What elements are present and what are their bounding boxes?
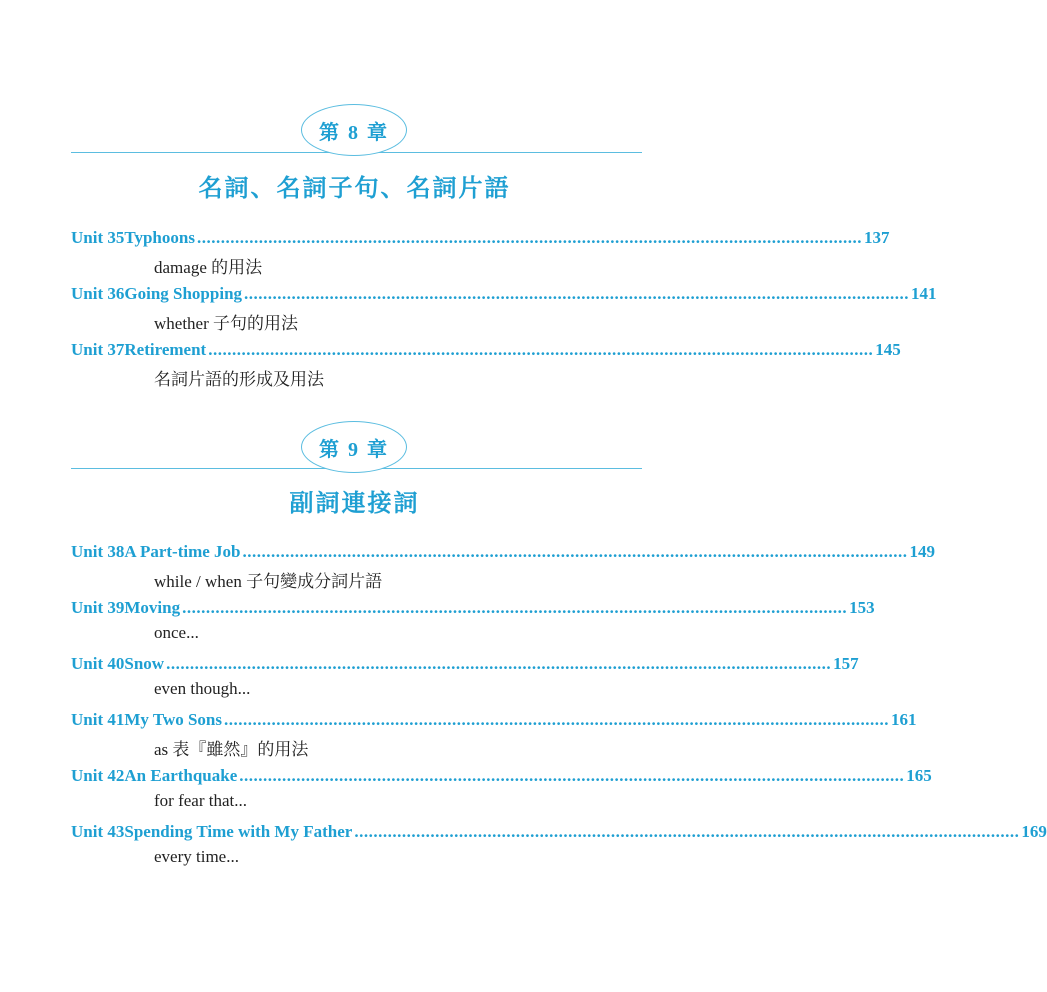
- unit-title: Spending Time with My Father: [124, 822, 353, 841]
- chapter-8-badge-label: 第 8 章: [319, 121, 389, 144]
- unit-label: Unit 36: [71, 284, 125, 303]
- toc-entry-unit-36[interactable]: [71, 284, 937, 334]
- unit-label: Unit 38: [71, 542, 125, 561]
- dot-leader: ............................................................................................................................................: [208, 340, 874, 359]
- unit-subtitle: every time...: [154, 847, 239, 866]
- unit-title: Snow: [124, 654, 165, 673]
- unit-title: My Two Sons: [124, 710, 222, 729]
- unit-label: Unit 39: [71, 598, 125, 617]
- unit-title: Moving: [124, 598, 181, 617]
- page-number: 149: [909, 542, 936, 561]
- page-number: 137: [863, 228, 890, 247]
- chapter-8-title: 名詞、名詞子句、名詞片語: [198, 174, 511, 202]
- unit-subtitle: whether 子句的用法: [154, 314, 299, 333]
- page-number: 145: [875, 340, 901, 359]
- chapter-8-badge: [301, 104, 407, 156]
- dot-leader: ............................................................................................................................................: [244, 284, 910, 303]
- unit-subtitle: 名詞片語的形成及用法: [154, 370, 324, 389]
- page-number: 165: [906, 766, 932, 785]
- chapter-9-badge: [301, 421, 407, 473]
- unit-label: Unit 40: [71, 654, 125, 673]
- toc-entry-unit-41[interactable]: [71, 710, 917, 760]
- page-number: 161: [891, 710, 917, 729]
- unit-subtitle: for fear that...: [154, 791, 247, 810]
- unit-title: Typhoons: [124, 228, 195, 247]
- unit-subtitle: once...: [154, 623, 199, 642]
- unit-label: Unit 35: [71, 228, 125, 247]
- page-number: 153: [849, 598, 875, 617]
- unit-title: Going Shopping: [124, 284, 243, 303]
- page-number: 157: [833, 654, 859, 673]
- unit-title: A Part-time Job: [124, 542, 241, 561]
- unit-label: Unit 43: [71, 822, 125, 841]
- dot-leader: ............................................................................................................................................: [196, 228, 862, 247]
- unit-label: Unit 41: [71, 710, 125, 729]
- toc-entry-unit-43[interactable]: [71, 822, 1047, 867]
- unit-subtitle: damage 的用法: [154, 258, 263, 277]
- toc-entry-unit-40[interactable]: [71, 654, 859, 699]
- chapter-9-title: 副詞連接詞: [289, 489, 420, 517]
- unit-title: An Earthquake: [124, 766, 238, 785]
- dot-leader: ............................................................................................................................................: [242, 542, 908, 561]
- toc-entry-unit-37[interactable]: [71, 340, 901, 390]
- unit-subtitle: as 表『雖然』的用法: [154, 740, 309, 759]
- dot-leader: ............................................................................................................................................: [239, 766, 905, 785]
- chapter-9-badge-label: 第 9 章: [319, 438, 389, 461]
- dot-leader: ............................................................................................................................................: [182, 598, 848, 617]
- toc-entry-unit-42[interactable]: [71, 766, 932, 811]
- unit-label: Unit 37: [71, 340, 125, 359]
- page-number: 169: [1021, 822, 1047, 841]
- unit-subtitle: even though...: [154, 679, 251, 698]
- page-number: 141: [911, 284, 937, 303]
- toc-entry-unit-35[interactable]: [71, 228, 890, 278]
- dot-leader: ............................................................................................................................................: [224, 710, 889, 729]
- unit-label: Unit 42: [71, 766, 125, 785]
- unit-title: Retirement: [124, 340, 207, 359]
- toc-entry-unit-39[interactable]: [71, 598, 875, 643]
- dot-leader: ............................................................................................................................................: [354, 822, 1020, 841]
- dot-leader: ............................................................................................................................................: [166, 654, 832, 673]
- unit-subtitle: while / when 子句變成分詞片語: [154, 572, 383, 591]
- toc-entry-unit-38[interactable]: [71, 542, 936, 592]
